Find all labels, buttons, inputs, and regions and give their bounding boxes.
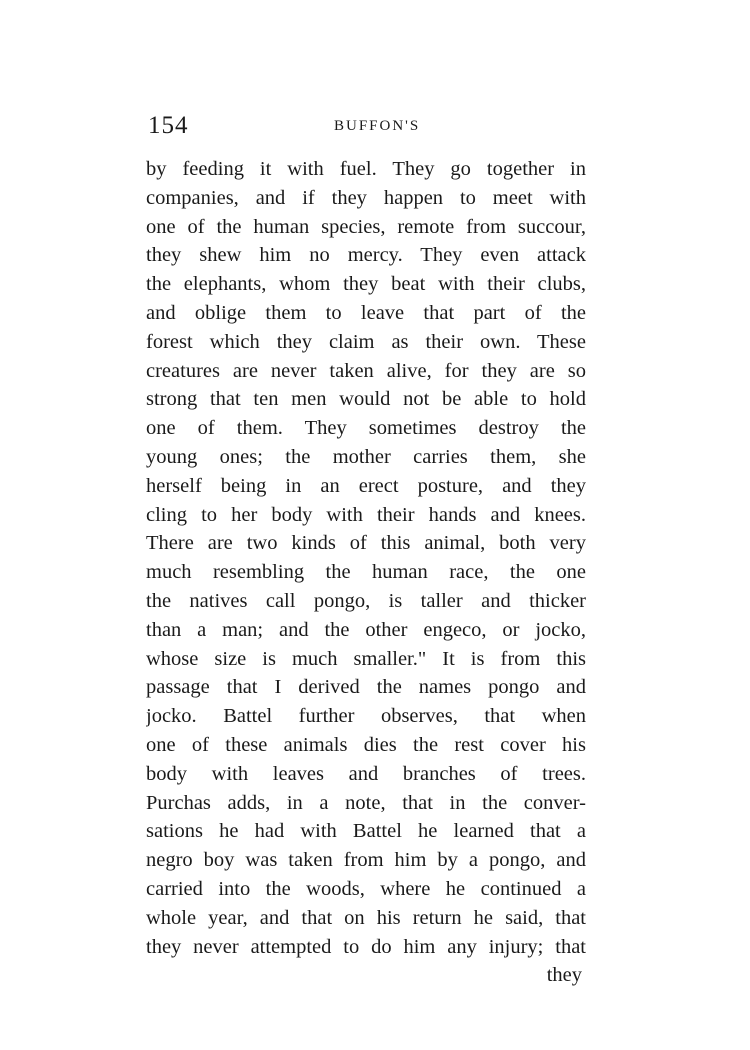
text-line: by feeding it with fuel. They go together in — [146, 158, 586, 180]
text-line: companies, and if they happen to meet with — [146, 186, 586, 209]
page-number: 154 — [148, 112, 189, 139]
text-line: creatures are never taken alive, for they are so — [146, 359, 586, 382]
text-line: they shew him no mercy. They even attack — [146, 244, 586, 267]
text-line: whose size is much smaller." It is from this — [146, 647, 586, 670]
text-line: jocko. Battel further observes, that when — [146, 705, 586, 728]
catchword: they — [546, 964, 582, 987]
text-line: strong that ten men would not be able to hold — [146, 388, 586, 411]
text-line: and oblige them to leave that part of the — [146, 301, 586, 324]
running-head — [148, 112, 588, 142]
text-line: cling to her body with their hands and knees. — [146, 503, 586, 526]
text-line: one of them. They sometimes destroy the — [146, 417, 586, 440]
text-line: they never attempted to do him any injury; that — [146, 935, 586, 958]
body-text — [146, 155, 586, 990]
text-line: body with leaves and branches of trees. — [146, 762, 586, 785]
text-line: one of the human species, remote from succour, — [146, 215, 586, 238]
text-line: There are two kinds of this animal, both very — [146, 532, 586, 555]
text-line: one of these animals dies the rest cover his — [146, 733, 586, 756]
text-line: than a man; and the other engeco, or jocko, — [146, 618, 586, 641]
text-line: sations he had with Battel he learned that a — [146, 820, 586, 843]
running-title: BUFFON'S — [334, 118, 421, 134]
text-line: young ones; the mother carries them, she — [146, 445, 586, 468]
text-line: whole year, and that on his return he said, that — [146, 906, 586, 929]
text-line: negro boy was taken from him by a pongo, and — [146, 849, 586, 872]
text-line: Purchas adds, in a note, that in the conver- — [146, 791, 586, 814]
text-line: much resembling the human race, the one — [146, 561, 586, 584]
text-line: passage that I derived the names pongo and — [146, 676, 586, 699]
text-line: herself being in an erect posture, and they — [146, 474, 586, 497]
text-line: forest which they claim as their own. These — [146, 330, 586, 353]
text-line: the natives call pongo, is taller and thicker — [146, 589, 586, 612]
text-line: carried into the woods, where he continued a — [146, 877, 586, 900]
text-line: the elephants, whom they beat with their clubs, — [146, 273, 586, 296]
